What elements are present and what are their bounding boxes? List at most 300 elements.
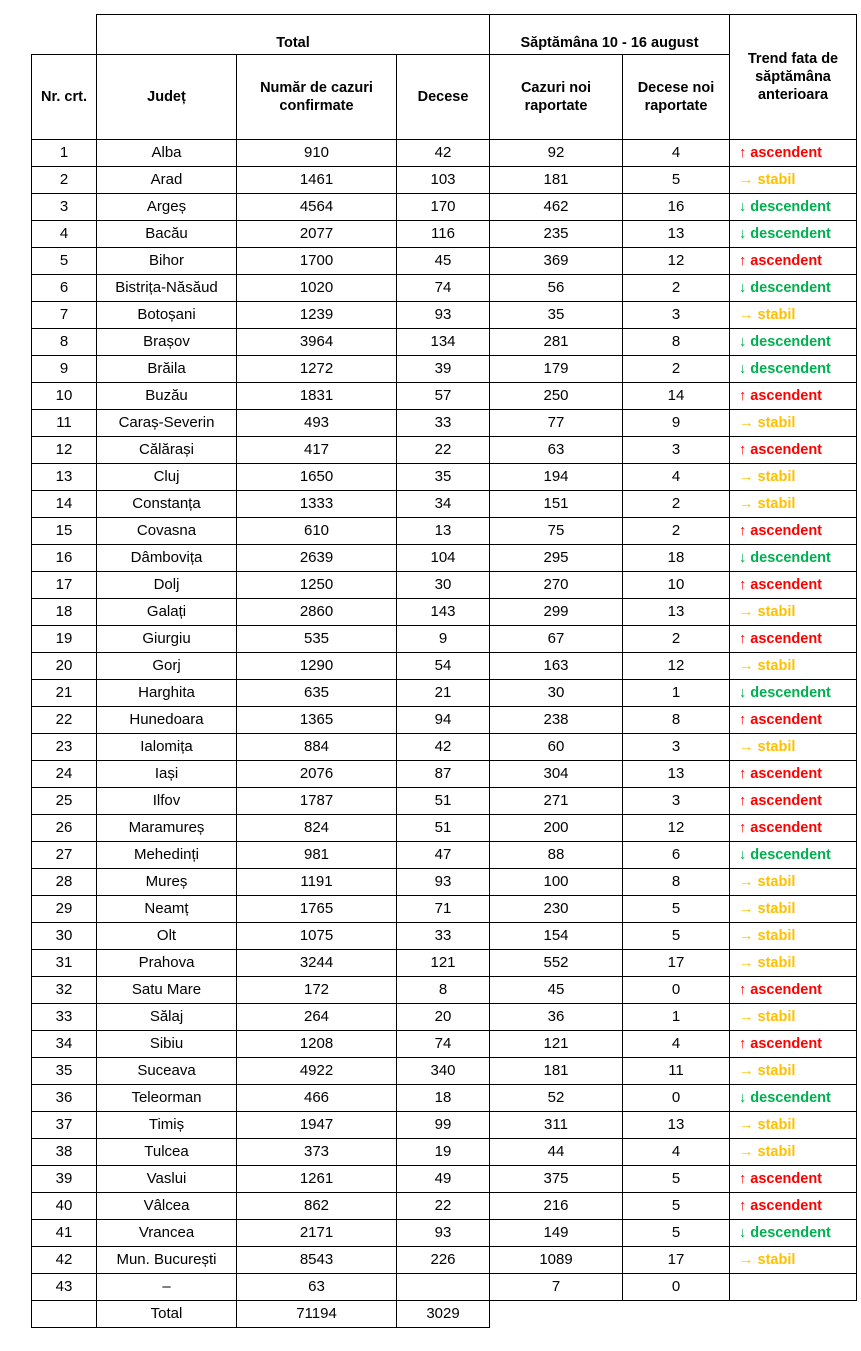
new-deaths-cell: 6 <box>623 842 730 869</box>
empty-corner <box>32 15 97 55</box>
new-cases-cell: 375 <box>490 1166 623 1193</box>
table-row <box>32 329 857 356</box>
deaths-cell: 22 <box>397 1193 490 1220</box>
deaths-cell: 20 <box>397 1004 490 1031</box>
deaths-cell: 49 <box>397 1166 490 1193</box>
deaths-cell: 93 <box>397 1220 490 1247</box>
nr-cell: 21 <box>32 680 97 707</box>
deaths-cell: 134 <box>397 329 490 356</box>
county-cell: Bacău <box>97 221 237 248</box>
new-cases-cell: 270 <box>490 572 623 599</box>
deaths-cell: 34 <box>397 491 490 518</box>
table-row <box>32 1247 857 1274</box>
trend-cell: ↑ ascendent <box>730 248 857 275</box>
trend-cell: ↓ descendent <box>730 1220 857 1247</box>
nr-cell: 41 <box>32 1220 97 1247</box>
new-deaths-cell: 17 <box>623 950 730 977</box>
trend-cell: → stabil <box>730 923 857 950</box>
cases-cell: 3244 <box>237 950 397 977</box>
trend-cell: ↑ ascendent <box>730 815 857 842</box>
table-row <box>32 302 857 329</box>
new-cases-cell: 77 <box>490 410 623 437</box>
covid-county-table <box>31 14 857 1328</box>
nr-header: Nr. crt. <box>32 55 97 140</box>
nr-cell: 25 <box>32 788 97 815</box>
new-deaths-cell: 3 <box>623 437 730 464</box>
cases-cell: 1261 <box>237 1166 397 1193</box>
county-cell: Buzău <box>97 383 237 410</box>
cases-cell: 635 <box>237 680 397 707</box>
new-cases-cell: 304 <box>490 761 623 788</box>
nr-cell: 36 <box>32 1085 97 1112</box>
county-cell: Ialomița <box>97 734 237 761</box>
deaths-cell: 99 <box>397 1112 490 1139</box>
nr-cell: 35 <box>32 1058 97 1085</box>
cases-cell: 824 <box>237 815 397 842</box>
trend-cell: ↑ ascendent <box>730 572 857 599</box>
cases-cell: 1700 <box>237 248 397 275</box>
county-cell: Cluj <box>97 464 237 491</box>
trend-cell: ↑ ascendent <box>730 518 857 545</box>
deaths-cell: 33 <box>397 923 490 950</box>
new-deaths-cell: 2 <box>623 626 730 653</box>
deaths-cell: 33 <box>397 410 490 437</box>
deaths-cell: 93 <box>397 869 490 896</box>
new-deaths-cell: 5 <box>623 1220 730 1247</box>
cases-cell: 610 <box>237 518 397 545</box>
cases-cell: 1075 <box>237 923 397 950</box>
cases-cell: 1831 <box>237 383 397 410</box>
new-deaths-cell: 2 <box>623 356 730 383</box>
trend-cell: ↓ descendent <box>730 194 857 221</box>
total-row-deaths: 3029 <box>397 1301 490 1328</box>
county-cell: Arad <box>97 167 237 194</box>
cases-cell: 884 <box>237 734 397 761</box>
new-deaths-cell: 3 <box>623 734 730 761</box>
cases-cell: 2860 <box>237 599 397 626</box>
new-cases-cell: 88 <box>490 842 623 869</box>
nr-cell: 1 <box>32 140 97 167</box>
new-deaths-cell: 3 <box>623 302 730 329</box>
trend-cell: → stabil <box>730 599 857 626</box>
table-row <box>32 1031 857 1058</box>
total-row-label: Total <box>97 1301 237 1328</box>
county-cell: Gorj <box>97 653 237 680</box>
trend-cell: ↓ descendent <box>730 275 857 302</box>
county-cell: Maramureș <box>97 815 237 842</box>
nr-cell: 8 <box>32 329 97 356</box>
nr-cell: 9 <box>32 356 97 383</box>
county-cell: Satu Mare <box>97 977 237 1004</box>
nr-cell: 42 <box>32 1247 97 1274</box>
table-row <box>32 545 857 572</box>
county-cell: Bistrița-Năsăud <box>97 275 237 302</box>
cases-cell: 1461 <box>237 167 397 194</box>
cases-cell: 1191 <box>237 869 397 896</box>
trend-cell: → stabil <box>730 167 857 194</box>
county-cell: Olt <box>97 923 237 950</box>
new-cases-cell: 30 <box>490 680 623 707</box>
deaths-header: Decese <box>397 55 490 140</box>
table-row <box>32 491 857 518</box>
nr-cell: 39 <box>32 1166 97 1193</box>
deaths-cell: 87 <box>397 761 490 788</box>
county-cell: Mureș <box>97 869 237 896</box>
new-deaths-cell: 14 <box>623 383 730 410</box>
new-cases-cell: 216 <box>490 1193 623 1220</box>
new-deaths-cell: 5 <box>623 167 730 194</box>
deaths-cell: 103 <box>397 167 490 194</box>
new-deaths-cell: 12 <box>623 815 730 842</box>
deaths-cell: 116 <box>397 221 490 248</box>
cases-cell: 1290 <box>237 653 397 680</box>
new-deaths-cell: 4 <box>623 464 730 491</box>
county-cell: Vâlcea <box>97 1193 237 1220</box>
nr-cell: 16 <box>32 545 97 572</box>
deaths-cell: 9 <box>397 626 490 653</box>
table-row <box>32 221 857 248</box>
trend-cell: ↓ descendent <box>730 329 857 356</box>
deaths-cell: 340 <box>397 1058 490 1085</box>
deaths-cell: 71 <box>397 896 490 923</box>
trend-cell: ↑ ascendent <box>730 1031 857 1058</box>
new-deaths-cell: 8 <box>623 707 730 734</box>
county-cell: Iași <box>97 761 237 788</box>
deaths-cell <box>397 1274 490 1301</box>
trend-cell: ↓ descendent <box>730 1085 857 1112</box>
deaths-cell: 170 <box>397 194 490 221</box>
new-deaths-cell: 2 <box>623 491 730 518</box>
county-cell: Botoșani <box>97 302 237 329</box>
trend-cell: ↑ ascendent <box>730 761 857 788</box>
cases-cell: 3964 <box>237 329 397 356</box>
new-cases-cell: 36 <box>490 1004 623 1031</box>
table-row <box>32 896 857 923</box>
new-deaths-cell: 17 <box>623 1247 730 1274</box>
trend-cell: → stabil <box>730 869 857 896</box>
new-cases-cell: 295 <box>490 545 623 572</box>
table-row <box>32 1004 857 1031</box>
nr-cell: 12 <box>32 437 97 464</box>
cases-cell: 2171 <box>237 1220 397 1247</box>
county-cell: Covasna <box>97 518 237 545</box>
trend-cell: ↑ ascendent <box>730 788 857 815</box>
cases-cell: 8543 <box>237 1247 397 1274</box>
cases-cell: 2076 <box>237 761 397 788</box>
new-cases-cell: 250 <box>490 383 623 410</box>
total-row-empty <box>730 1301 857 1328</box>
county-cell: Brașov <box>97 329 237 356</box>
nr-cell: 20 <box>32 653 97 680</box>
trend-cell: ↓ descendent <box>730 221 857 248</box>
trend-cell: → stabil <box>730 410 857 437</box>
county-cell: Călărași <box>97 437 237 464</box>
county-cell: Suceava <box>97 1058 237 1085</box>
trend-cell: → stabil <box>730 302 857 329</box>
table-row <box>32 923 857 950</box>
new-cases-cell: 35 <box>490 302 623 329</box>
cases-cell: 2077 <box>237 221 397 248</box>
county-cell: Harghita <box>97 680 237 707</box>
county-cell: Caraș-Severin <box>97 410 237 437</box>
cases-cell: 1650 <box>237 464 397 491</box>
table-body <box>32 140 857 1301</box>
table-row <box>32 518 857 545</box>
county-cell: Alba <box>97 140 237 167</box>
deaths-cell: 54 <box>397 653 490 680</box>
table-row <box>32 950 857 977</box>
cases-cell: 1765 <box>237 896 397 923</box>
week-group-header: Săptămâna 10 - 16 august <box>490 15 730 55</box>
county-cell: Sibiu <box>97 1031 237 1058</box>
table-row <box>32 1274 857 1301</box>
nr-cell: 27 <box>32 842 97 869</box>
nr-cell: 38 <box>32 1139 97 1166</box>
total-row-empty <box>490 1301 623 1328</box>
new-cases-cell: 462 <box>490 194 623 221</box>
county-cell: Mehedinți <box>97 842 237 869</box>
cases-cell: 981 <box>237 842 397 869</box>
trend-cell: ↑ ascendent <box>730 626 857 653</box>
new-deaths-cell: 3 <box>623 788 730 815</box>
nr-cell: 30 <box>32 923 97 950</box>
new-deaths-cell: 10 <box>623 572 730 599</box>
new-deaths-cell: 12 <box>623 248 730 275</box>
county-cell: Vrancea <box>97 1220 237 1247</box>
new-cases-cell: 63 <box>490 437 623 464</box>
new-deaths-cell: 11 <box>623 1058 730 1085</box>
cases-cell: 1208 <box>237 1031 397 1058</box>
new-deaths-cell: 4 <box>623 140 730 167</box>
trend-cell: → stabil <box>730 1004 857 1031</box>
deaths-cell: 42 <box>397 734 490 761</box>
nr-cell: 19 <box>32 626 97 653</box>
county-cell: Vaslui <box>97 1166 237 1193</box>
deaths-cell: 93 <box>397 302 490 329</box>
new-deaths-cell: 0 <box>623 1085 730 1112</box>
county-cell: Timiș <box>97 1112 237 1139</box>
table-row <box>32 707 857 734</box>
nr-cell: 10 <box>32 383 97 410</box>
table-row <box>32 599 857 626</box>
county-cell: Constanța <box>97 491 237 518</box>
table-row <box>32 356 857 383</box>
county-cell: Sălaj <box>97 1004 237 1031</box>
new-deaths-cell: 8 <box>623 869 730 896</box>
trend-cell: → stabil <box>730 1058 857 1085</box>
deaths-cell: 35 <box>397 464 490 491</box>
new-deaths-cell: 4 <box>623 1139 730 1166</box>
new-cases-cell: 181 <box>490 167 623 194</box>
deaths-cell: 42 <box>397 140 490 167</box>
new-deaths-cell: 18 <box>623 545 730 572</box>
new-deaths-cell: 13 <box>623 761 730 788</box>
trend-cell: ↑ ascendent <box>730 1193 857 1220</box>
deaths-cell: 22 <box>397 437 490 464</box>
county-cell: Giurgiu <box>97 626 237 653</box>
table-row <box>32 464 857 491</box>
new-deaths-cell: 5 <box>623 1193 730 1220</box>
new-cases-cell: 271 <box>490 788 623 815</box>
nr-cell: 23 <box>32 734 97 761</box>
new-deaths-cell: 13 <box>623 1112 730 1139</box>
cases-header: Număr de cazuri confirmate <box>237 55 397 140</box>
table-row <box>32 842 857 869</box>
new-cases-cell: 52 <box>490 1085 623 1112</box>
deaths-cell: 226 <box>397 1247 490 1274</box>
deaths-cell: 57 <box>397 383 490 410</box>
table-row <box>32 410 857 437</box>
trend-cell: ↓ descendent <box>730 356 857 383</box>
cases-cell: 4564 <box>237 194 397 221</box>
trend-cell: → stabil <box>730 950 857 977</box>
new-cases-cell: 149 <box>490 1220 623 1247</box>
deaths-cell: 19 <box>397 1139 490 1166</box>
table-row <box>32 1085 857 1112</box>
cases-cell: 1365 <box>237 707 397 734</box>
new-cases-cell: 194 <box>490 464 623 491</box>
cases-cell: 1787 <box>237 788 397 815</box>
trend-cell <box>730 1274 857 1301</box>
county-cell: Mun. București <box>97 1247 237 1274</box>
new-cases-cell: 92 <box>490 140 623 167</box>
table-row <box>32 572 857 599</box>
county-cell: Teleorman <box>97 1085 237 1112</box>
nr-cell: 14 <box>32 491 97 518</box>
table-row <box>32 275 857 302</box>
trend-cell: ↓ descendent <box>730 842 857 869</box>
deaths-cell: 47 <box>397 842 490 869</box>
new-cases-cell: 311 <box>490 1112 623 1139</box>
nr-cell: 4 <box>32 221 97 248</box>
cases-cell: 493 <box>237 410 397 437</box>
table-row <box>32 653 857 680</box>
cases-cell: 1947 <box>237 1112 397 1139</box>
cases-cell: 910 <box>237 140 397 167</box>
new-cases-cell: 235 <box>490 221 623 248</box>
cases-cell: 2639 <box>237 545 397 572</box>
deaths-cell: 13 <box>397 518 490 545</box>
table-row <box>32 977 857 1004</box>
deaths-cell: 30 <box>397 572 490 599</box>
new-deaths-cell: 13 <box>623 599 730 626</box>
new-cases-cell: 299 <box>490 599 623 626</box>
new-cases-cell: 121 <box>490 1031 623 1058</box>
deaths-cell: 18 <box>397 1085 490 1112</box>
new-cases-cell: 281 <box>490 329 623 356</box>
county-cell: – <box>97 1274 237 1301</box>
deaths-cell: 143 <box>397 599 490 626</box>
new-deaths-cell: 0 <box>623 1274 730 1301</box>
new-deaths-cell: 1 <box>623 680 730 707</box>
county-cell: Hunedoara <box>97 707 237 734</box>
nr-cell: 5 <box>32 248 97 275</box>
county-cell: Dâmbovița <box>97 545 237 572</box>
nr-cell: 15 <box>32 518 97 545</box>
new-deaths-cell: 8 <box>623 329 730 356</box>
table-row <box>32 1112 857 1139</box>
county-cell: Argeș <box>97 194 237 221</box>
table-row <box>32 1220 857 1247</box>
table-row <box>32 815 857 842</box>
nr-cell: 26 <box>32 815 97 842</box>
cases-cell: 862 <box>237 1193 397 1220</box>
nr-cell: 29 <box>32 896 97 923</box>
county-header: Județ <box>97 55 237 140</box>
new-deaths-cell: 2 <box>623 275 730 302</box>
new-deaths-cell: 2 <box>623 518 730 545</box>
deaths-cell: 104 <box>397 545 490 572</box>
table-row <box>32 194 857 221</box>
trend-cell: → stabil <box>730 734 857 761</box>
table-row <box>32 167 857 194</box>
deaths-cell: 39 <box>397 356 490 383</box>
county-cell: Tulcea <box>97 1139 237 1166</box>
new-deaths-cell: 16 <box>623 194 730 221</box>
nr-cell: 32 <box>32 977 97 1004</box>
table-row <box>32 248 857 275</box>
new-cases-header: Cazuri noi raportate <box>490 55 623 140</box>
trend-cell: → stabil <box>730 1139 857 1166</box>
trend-cell: → stabil <box>730 464 857 491</box>
trend-cell: → stabil <box>730 491 857 518</box>
trend-cell: ↑ ascendent <box>730 1166 857 1193</box>
deaths-cell: 74 <box>397 1031 490 1058</box>
new-cases-cell: 100 <box>490 869 623 896</box>
nr-cell: 40 <box>32 1193 97 1220</box>
nr-cell: 3 <box>32 194 97 221</box>
new-cases-cell: 44 <box>490 1139 623 1166</box>
total-row-empty <box>623 1301 730 1328</box>
cases-cell: 1250 <box>237 572 397 599</box>
trend-cell: ↑ ascendent <box>730 707 857 734</box>
nr-cell: 22 <box>32 707 97 734</box>
nr-cell: 33 <box>32 1004 97 1031</box>
nr-cell: 18 <box>32 599 97 626</box>
trend-cell: → stabil <box>730 653 857 680</box>
cases-cell: 63 <box>237 1274 397 1301</box>
trend-cell: ↑ ascendent <box>730 977 857 1004</box>
cases-cell: 417 <box>237 437 397 464</box>
cases-cell: 535 <box>237 626 397 653</box>
cases-cell: 1272 <box>237 356 397 383</box>
table-row <box>32 869 857 896</box>
new-deaths-cell: 5 <box>623 896 730 923</box>
nr-cell: 37 <box>32 1112 97 1139</box>
trend-cell: → stabil <box>730 1112 857 1139</box>
nr-cell: 7 <box>32 302 97 329</box>
trend-cell: ↑ ascendent <box>730 383 857 410</box>
deaths-cell: 51 <box>397 788 490 815</box>
county-cell: Brăila <box>97 356 237 383</box>
total-row-cases: 71194 <box>237 1301 397 1328</box>
new-cases-cell: 179 <box>490 356 623 383</box>
new-cases-cell: 67 <box>490 626 623 653</box>
new-cases-cell: 45 <box>490 977 623 1004</box>
nr-cell: 28 <box>32 869 97 896</box>
new-deaths-cell: 4 <box>623 1031 730 1058</box>
new-cases-cell: 181 <box>490 1058 623 1085</box>
new-cases-cell: 56 <box>490 275 623 302</box>
deaths-cell: 74 <box>397 275 490 302</box>
trend-cell: ↑ ascendent <box>730 437 857 464</box>
trend-cell: → stabil <box>730 896 857 923</box>
nr-cell: 13 <box>32 464 97 491</box>
deaths-cell: 8 <box>397 977 490 1004</box>
new-deaths-header: Decese noi raportate <box>623 55 730 140</box>
county-cell: Prahova <box>97 950 237 977</box>
table-row <box>32 1139 857 1166</box>
